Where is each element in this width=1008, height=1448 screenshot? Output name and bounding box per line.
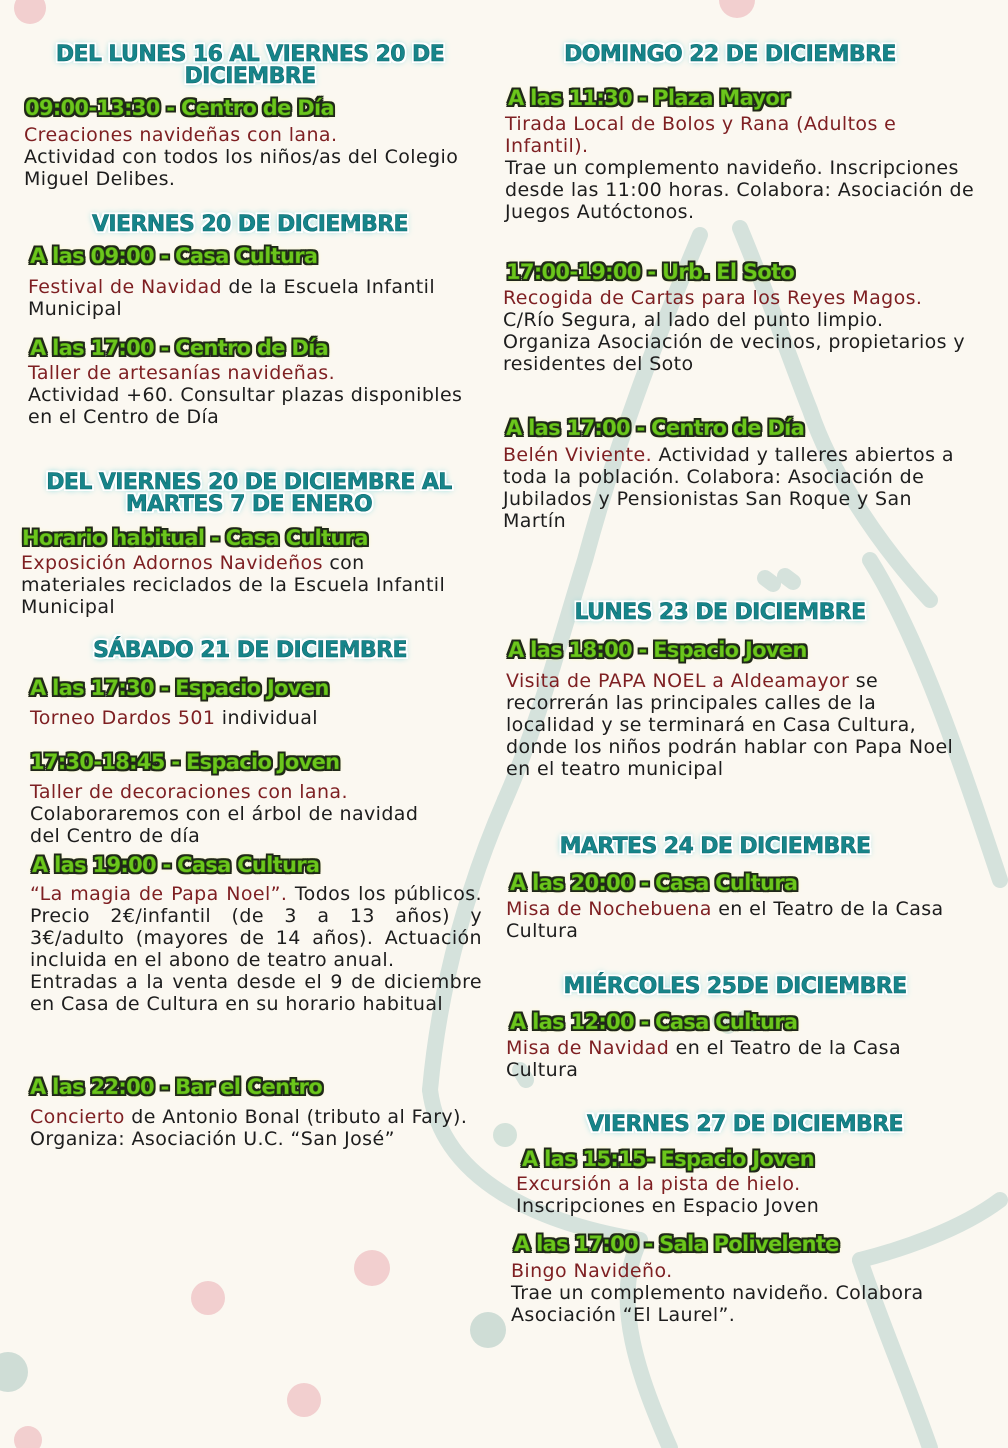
pink-dot <box>719 0 755 18</box>
event-highlight: Creaciones navideñas con lana. <box>24 124 338 146</box>
event-detail: Trae un complemento navideño. Inscripciones desde las 11:00 horas. Colabora: Asociación de Juegos Autóctonos. <box>505 157 975 223</box>
pink-dot <box>354 1250 390 1286</box>
event-description <box>30 1106 470 1150</box>
event-highlight: Exposición Adornos Navideños <box>21 552 323 574</box>
event-description <box>30 781 450 847</box>
day-heading: SÁBADO 21 DE DICIEMBRE <box>93 638 407 663</box>
event-highlight: Concierto <box>30 1106 125 1128</box>
pink-dot <box>14 0 46 24</box>
day-heading: DEL VIERNES 20 DE DICIEMBRE AL MARTES 7 DE ENERO <box>46 470 452 517</box>
event-detail: Trae un complemento navideño. Colabora Asociación “El Laurel”. <box>511 1282 924 1326</box>
event-highlight: Visita de PAPA NOEL a Aldeamayor <box>506 670 850 692</box>
event-highlight: Belén Viviente. <box>503 444 653 466</box>
event-heading: 09:00-13:30 - Centro de Día <box>25 96 334 120</box>
event-detail: Actividad +60. Consultar plazas disponibles en el Centro de Día <box>28 384 463 428</box>
day-heading: MIÉRCOLES 25DE DICIEMBRE <box>563 974 907 999</box>
event-detail: de la Escuela Infantil Municipal <box>28 276 436 320</box>
event-description <box>506 1037 956 1081</box>
event-heading: A las 09:00 - Casa Cultura <box>30 244 318 268</box>
event-description <box>505 113 975 223</box>
day-heading: DEL LUNES 16 AL VIERNES 20 DE DICIEMBRE <box>55 42 445 89</box>
event-detail: de Antonio Bonal (tributo al Fary). Organiza: Asociación U.C. “San José” <box>30 1106 468 1150</box>
event-highlight: Misa de Navidad <box>506 1037 670 1059</box>
day-heading: MARTES 24 DE DICIEMBRE <box>559 834 871 859</box>
event-heading: A las 18:00 - Espacio Joven <box>508 638 807 662</box>
event-detail: Actividad con todos los niños/as del Colegio Miguel Delibes. <box>24 146 459 190</box>
event-highlight: Torneo Dardos 501 <box>30 707 216 729</box>
day-heading: VIERNES 27 DE DICIEMBRE <box>587 1112 903 1137</box>
event-description <box>30 883 482 1015</box>
event-heading: A las 20:00 - Casa Cultura <box>510 871 798 895</box>
event-description <box>503 287 973 375</box>
event-detail: en el Teatro de la Casa Cultura <box>506 898 944 942</box>
event-detail: Actividad y talleres abiertos a toda la población. Colabora: Asociación de Jubilados y Pensionistas San Roque y San Martín <box>503 444 954 532</box>
event-description <box>506 670 956 780</box>
event-highlight: “La magia de Papa Noel”. <box>30 883 288 905</box>
event-highlight: Festival de Navidad <box>28 276 222 298</box>
event-description <box>28 362 468 428</box>
event-description <box>24 124 480 190</box>
event-heading: A las 22:00 - Bar el Centro <box>30 1075 323 1099</box>
event-heading: A las 19:00 - Casa Cultura <box>32 853 320 877</box>
event-description <box>503 444 963 532</box>
event-heading: A las 11:30 - Plaza Mayor <box>508 86 789 110</box>
pink-dot <box>191 1281 225 1315</box>
event-detail: se recorrerán las principales calles de la localidad y se terminará en Casa Cultura, donde los niños podrán hablar con Papa Noel en el teatro municipal <box>506 670 954 780</box>
green-dot <box>493 1123 517 1147</box>
green-dot <box>470 1312 506 1348</box>
event-detail: individual <box>215 707 318 729</box>
day-heading: DOMINGO 22 DE DICIEMBRE <box>564 42 896 67</box>
event-heading: 17:30-18:45 - Espacio Joven <box>30 750 340 774</box>
event-highlight: Excursión a la pista de hielo. <box>516 1173 801 1195</box>
event-heading: 17:00-19:00 - Urb. El Soto <box>506 260 795 284</box>
pink-dot <box>14 1426 42 1448</box>
event-description <box>506 898 976 942</box>
event-highlight: Taller de decoraciones con lana. <box>30 781 348 803</box>
event-description <box>516 1173 936 1217</box>
event-detail: Todos los públicos. Precio 2€/infantil (de 3 a 13 años) y 3€/adulto (mayores de 14 años). Actuación incluida en el abono de teatro anual. <box>30 883 482 971</box>
event-highlight: Bingo Navideño. <box>511 1260 673 1282</box>
event-description <box>21 552 471 618</box>
event-heading: A las 12:00 - Casa Cultura <box>510 1010 798 1034</box>
event-heading: A las 17:00 - Centro de Día <box>30 336 329 360</box>
event-detail: con materiales reciclados de la Escuela Infantil Municipal <box>21 552 446 618</box>
event-detail: Colaboraremos con el árbol de navidad del Centro de día <box>30 803 419 847</box>
green-dot <box>0 1352 28 1392</box>
event-highlight: Recogida de Cartas para los Reyes Magos. <box>503 287 923 309</box>
event-heading: Horario habitual - Casa Cultura <box>22 526 368 550</box>
event-detail: Inscripciones en Espacio Joven <box>516 1195 820 1217</box>
event-heading: A las 17:00 - Centro de Día <box>506 416 805 440</box>
event-extra: Entradas a la venta desde el 9 de diciembre en Casa de Cultura en su horario habitual <box>30 971 482 1015</box>
event-description <box>30 707 480 729</box>
event-description <box>28 276 468 320</box>
event-highlight: Taller de artesanías navideñas. <box>28 362 336 384</box>
event-highlight: Tirada Local de Bolos y Rana (Adultos e Infantil). <box>505 113 897 157</box>
day-heading: VIERNES 20 DE DICIEMBRE <box>92 212 408 237</box>
event-heading: A las 17:00 - Sala Polivelente <box>514 1232 839 1256</box>
pink-dot <box>287 1383 321 1417</box>
event-detail: en el Teatro de la Casa Cultura <box>506 1037 902 1081</box>
event-heading: A las 15:15- Espacio Joven <box>522 1147 814 1171</box>
event-description <box>511 1260 931 1326</box>
event-highlight: Misa de Nochebuena <box>506 898 712 920</box>
day-heading: LUNES 23 DE DICIEMBRE <box>574 600 866 625</box>
event-detail: C/Río Segura, al lado del punto limpio. Organiza Asociación de vecinos, propietarios y residentes del Soto <box>503 309 966 375</box>
event-heading: A las 17:30 - Espacio Joven <box>30 676 329 700</box>
